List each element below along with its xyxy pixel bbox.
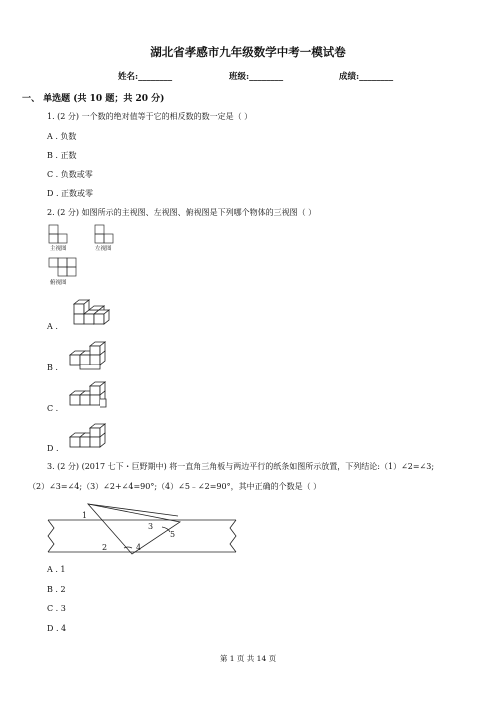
q2-option-b-cubes xyxy=(66,341,112,373)
main-view-label: 主视图 xyxy=(50,246,67,252)
question-2: 2. (2 分) 如图所示的主视图、左视图、俯视图是下列哪个物体的三视图（ ） xyxy=(47,208,317,217)
page-title: 湖北省孝感市九年级数学中考一模试卷 xyxy=(150,45,346,59)
q3-option-a: A . 1 xyxy=(47,565,66,574)
q2-option-a-cubes xyxy=(66,296,112,330)
class-field: 班级:________ xyxy=(229,72,284,82)
top-view-label: 俯视图 xyxy=(50,280,67,286)
fig-label-2: 2 xyxy=(102,543,108,552)
question-3-line-1: 3. (2 分) (2017 七下・巨野期中) 将一直角三角板与两边平行的纸条如图所示放置，下列结论:（1）∠2=∠3; xyxy=(47,462,435,471)
q2-option-d-cubes xyxy=(66,420,112,452)
left-view-label: 左视图 xyxy=(95,246,112,252)
fig-label-1: 1 xyxy=(82,511,88,520)
q3-option-b: B . 2 xyxy=(47,585,66,594)
q2-option-c-cubes xyxy=(66,381,112,413)
triangle-ruler-figure xyxy=(44,500,240,560)
fig-label-3: 3 xyxy=(148,522,154,531)
q1-option-d: D . 正数或零 xyxy=(47,189,94,198)
q2-option-a: A . xyxy=(47,322,58,331)
q3-option-d: D . 4 xyxy=(47,624,67,633)
name-field: 姓名:________ xyxy=(118,72,173,82)
score-field: 成绩:________ xyxy=(339,72,394,82)
q2-option-d: D . xyxy=(47,444,59,453)
fig-label-4: 4 xyxy=(136,543,142,552)
q1-option-b: B . 正数 xyxy=(47,151,77,160)
q3-option-c: C . 3 xyxy=(47,604,66,613)
q2-option-c: C . xyxy=(47,404,59,413)
q1-option-a: A . 负数 xyxy=(47,132,77,141)
q2-option-b: B . xyxy=(47,363,58,372)
question-1: 1. (2 分) 一个数的绝对值等于它的相反数的数一定是（ ） xyxy=(47,112,253,121)
q1-option-c: C . 负数或零 xyxy=(47,170,93,179)
fig-label-5: 5 xyxy=(170,530,176,539)
page-footer: 第 1 页 共 14 页 xyxy=(219,654,277,663)
section-heading: 一、 单选题 (共 10 题；共 20 分) xyxy=(22,94,165,104)
question-3-line-2: （2）∠3=∠4;（3）∠2+∠4=90°;（4）∠5﹣∠2=90°，其中正确的个数是（ ） xyxy=(28,482,322,491)
